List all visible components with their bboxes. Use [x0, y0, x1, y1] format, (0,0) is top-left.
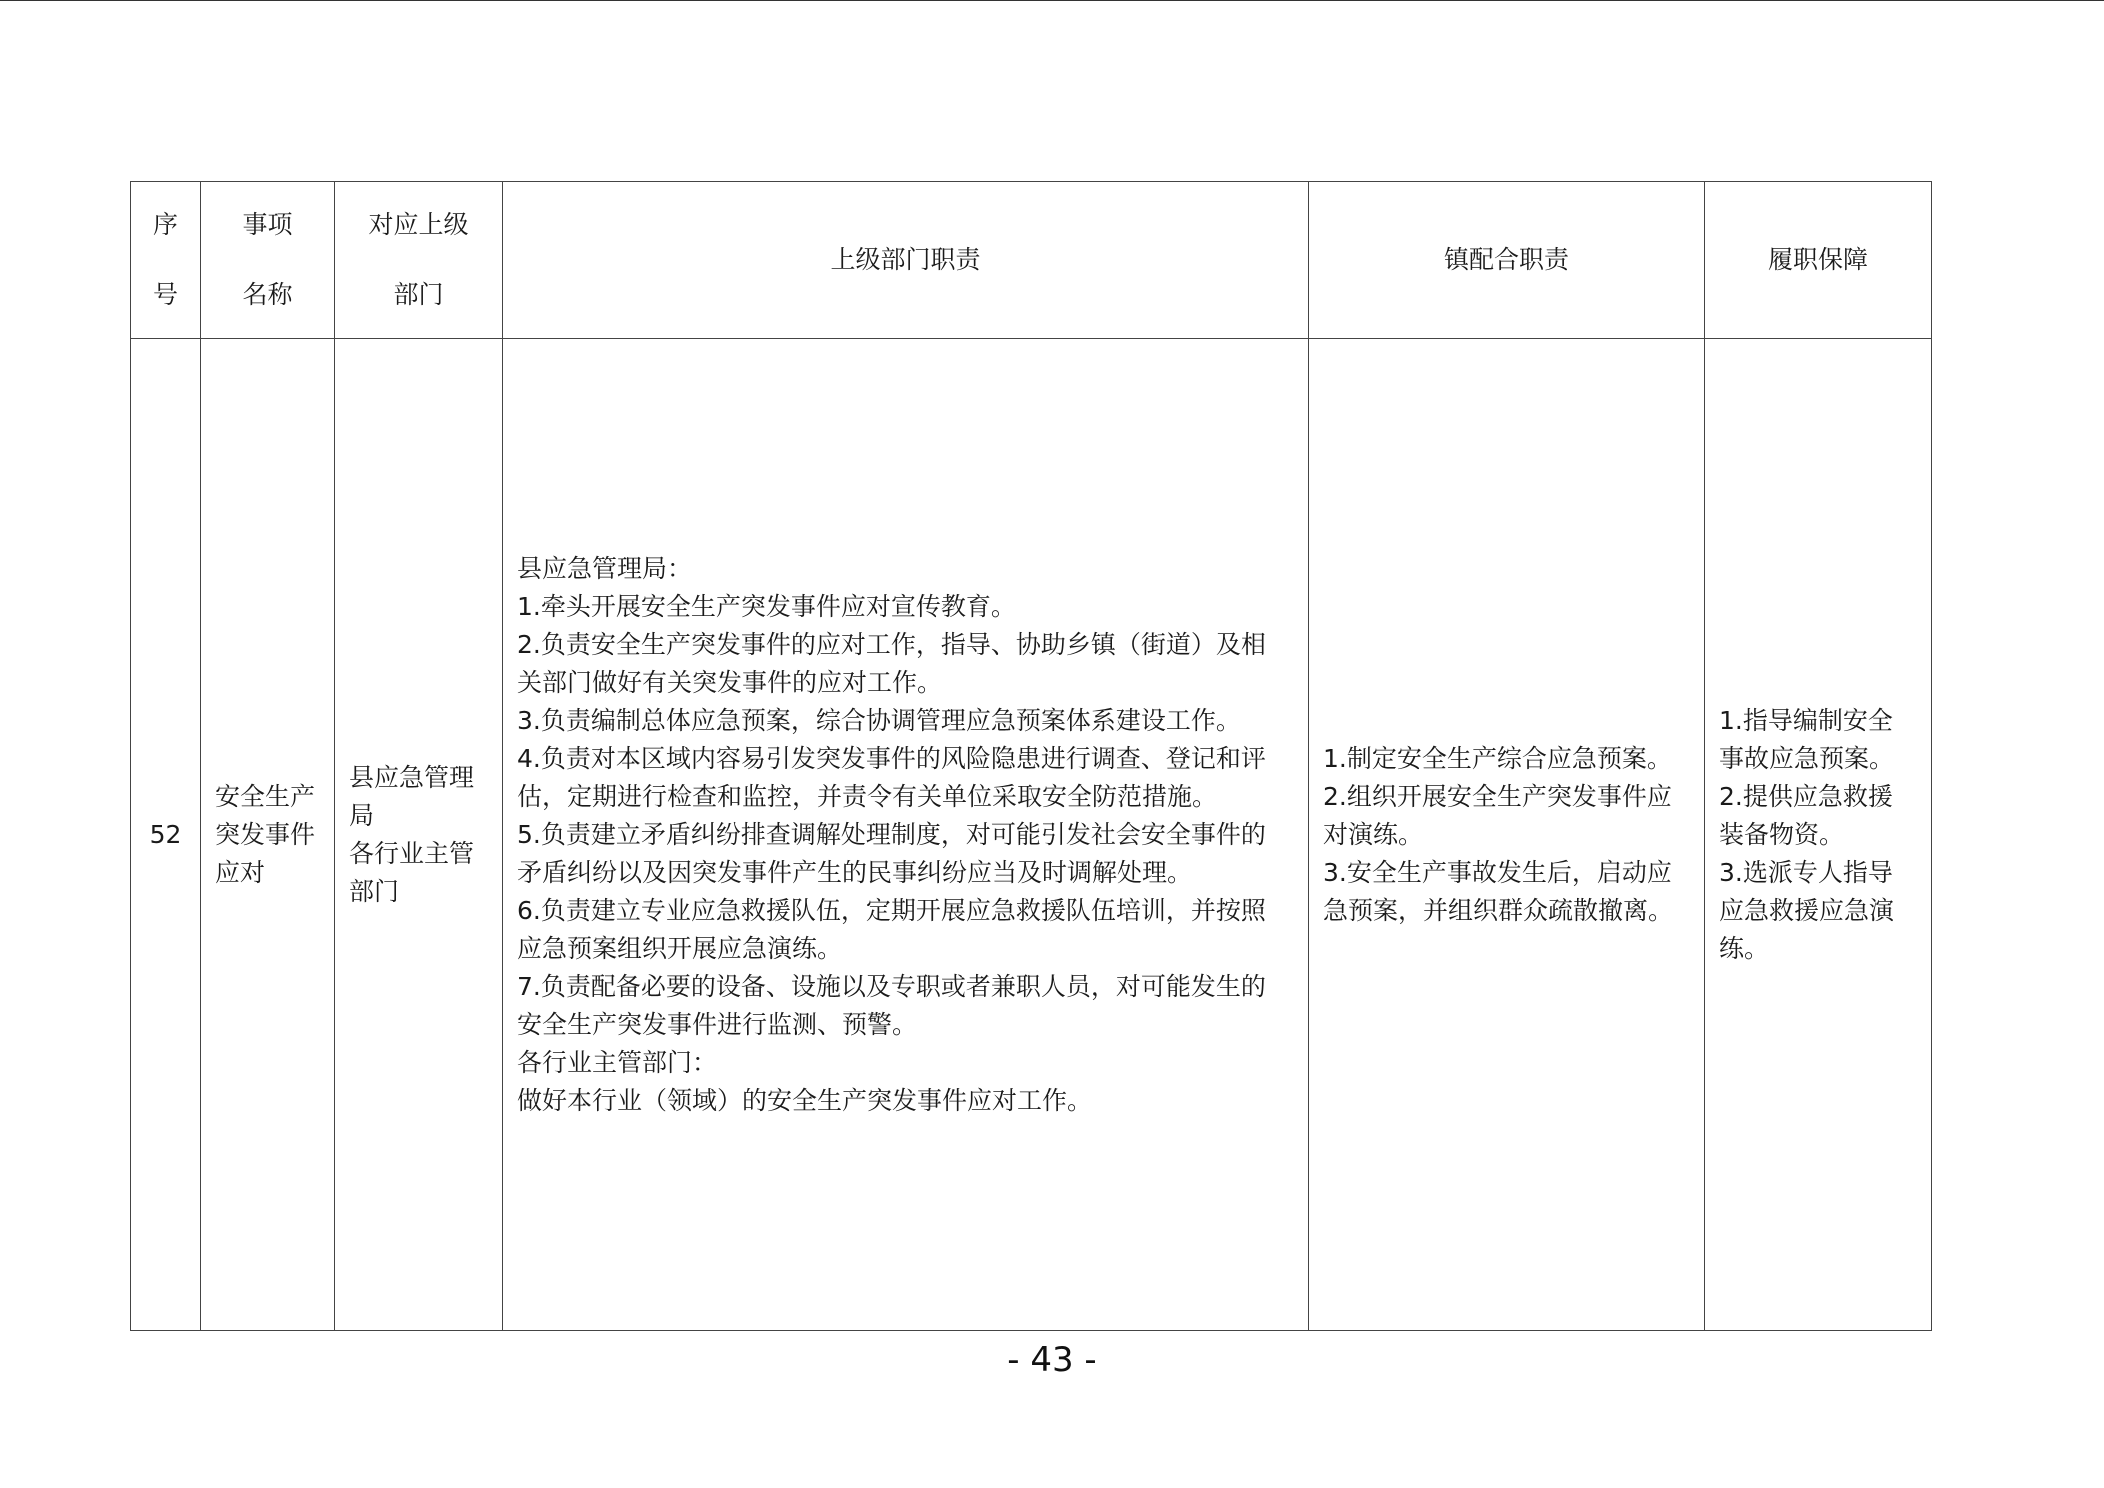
header-row — [131, 182, 1932, 339]
page-number: - 43 - — [1007, 1340, 1097, 1380]
dept-line: 局 — [349, 800, 375, 830]
header-dept-line: 对应上级 — [368, 210, 469, 239]
upper-duty-line: 估，定期进行检查和监控，并责令有关单位采取安全防范措施。 — [517, 781, 1218, 811]
row-guarantee — [1705, 339, 1932, 1331]
guarantee-line: 练。 — [1719, 933, 1770, 963]
duty-table — [130, 181, 1932, 1331]
row-upper-duty — [503, 339, 1309, 1331]
guarantee-line: 应急救援应急演 — [1719, 895, 1895, 925]
row-town-duty — [1309, 339, 1705, 1331]
guarantee-line: 事故应急预案。 — [1719, 743, 1895, 773]
header-guarantee: 履职保障 — [1705, 182, 1932, 339]
guarantee-line: 装备物资。 — [1719, 819, 1845, 849]
dept-line: 县应急管理 — [349, 762, 475, 792]
item-name-line: 应对 — [215, 857, 266, 887]
row-seq: 52 — [131, 339, 201, 1331]
header-dept-line: 部门 — [393, 280, 444, 309]
header-seq-line: 号 — [152, 280, 178, 309]
upper-duty-line: 5.负责建立矛盾纠纷排查调解处理制度，对可能引发社会安全事件的 — [517, 819, 1266, 849]
town-duty-line: 1.制定安全生产综合应急预案。 — [1323, 743, 1672, 773]
header-town-duty: 镇配合职责 — [1309, 182, 1705, 339]
upper-duty-line: 应急预案组织开展应急演练。 — [517, 933, 843, 963]
header-seq — [131, 182, 201, 339]
dept-line: 部门 — [349, 876, 400, 906]
guarantee-line: 2.提供应急救援 — [1719, 781, 1893, 811]
upper-duty-line: 3.负责编制总体应急预案，综合协调管理应急预案体系建设工作。 — [517, 705, 1241, 735]
header-upper-duty: 上级部门职责 — [503, 182, 1309, 339]
upper-duty-line: 矛盾纠纷以及因突发事件产生的民事纠纷应当及时调解处理。 — [517, 857, 1193, 887]
upper-duty-line: 6.负责建立专业应急救援队伍，定期开展应急救援队伍培训，并按照 — [517, 895, 1266, 925]
guarantee-line: 1.指导编制安全 — [1719, 705, 1893, 735]
town-duty-line: 3.安全生产事故发生后，启动应 — [1323, 857, 1672, 887]
header-dept — [335, 182, 503, 339]
header-item-line: 名称 — [242, 280, 293, 309]
row-item-name — [201, 339, 335, 1331]
town-duty-line: 2.组织开展安全生产突发事件应 — [1323, 781, 1672, 811]
upper-duty-line: 安全生产突发事件进行监测、预警。 — [517, 1009, 918, 1039]
row-dept — [335, 339, 503, 1331]
table-row — [131, 339, 1932, 1331]
item-name-line: 突发事件 — [215, 819, 316, 849]
town-duty-line: 对演练。 — [1323, 819, 1424, 849]
town-duty-line: 急预案，并组织群众疏散撤离。 — [1323, 895, 1674, 925]
header-item-name — [201, 182, 335, 339]
top-border-line — [0, 0, 2104, 1]
upper-duty-line: 2.负责安全生产突发事件的应对工作，指导、协助乡镇（街道）及相 — [517, 629, 1266, 659]
upper-duty-line: 各行业主管部门： — [517, 1047, 718, 1077]
upper-duty-line: 7.负责配备必要的设备、设施以及专职或者兼职人员，对可能发生的 — [517, 971, 1266, 1001]
upper-duty-line: 关部门做好有关突发事件的应对工作。 — [517, 667, 943, 697]
upper-duty-line: 4.负责对本区域内容易引发突发事件的风险隐患进行调查、登记和评 — [517, 743, 1266, 773]
upper-duty-line: 1.牵头开展安全生产突发事件应对宣传教育。 — [517, 591, 1016, 621]
upper-duty-line: 做好本行业（领域）的安全生产突发事件应对工作。 — [517, 1085, 1093, 1115]
item-name-line: 安全生产 — [215, 781, 316, 811]
upper-duty-line: 县应急管理局： — [517, 553, 693, 583]
header-seq-line: 序 — [152, 210, 178, 239]
guarantee-line: 3.选派专人指导 — [1719, 857, 1893, 887]
header-item-line: 事项 — [242, 210, 293, 239]
dept-line: 各行业主管 — [349, 838, 475, 868]
